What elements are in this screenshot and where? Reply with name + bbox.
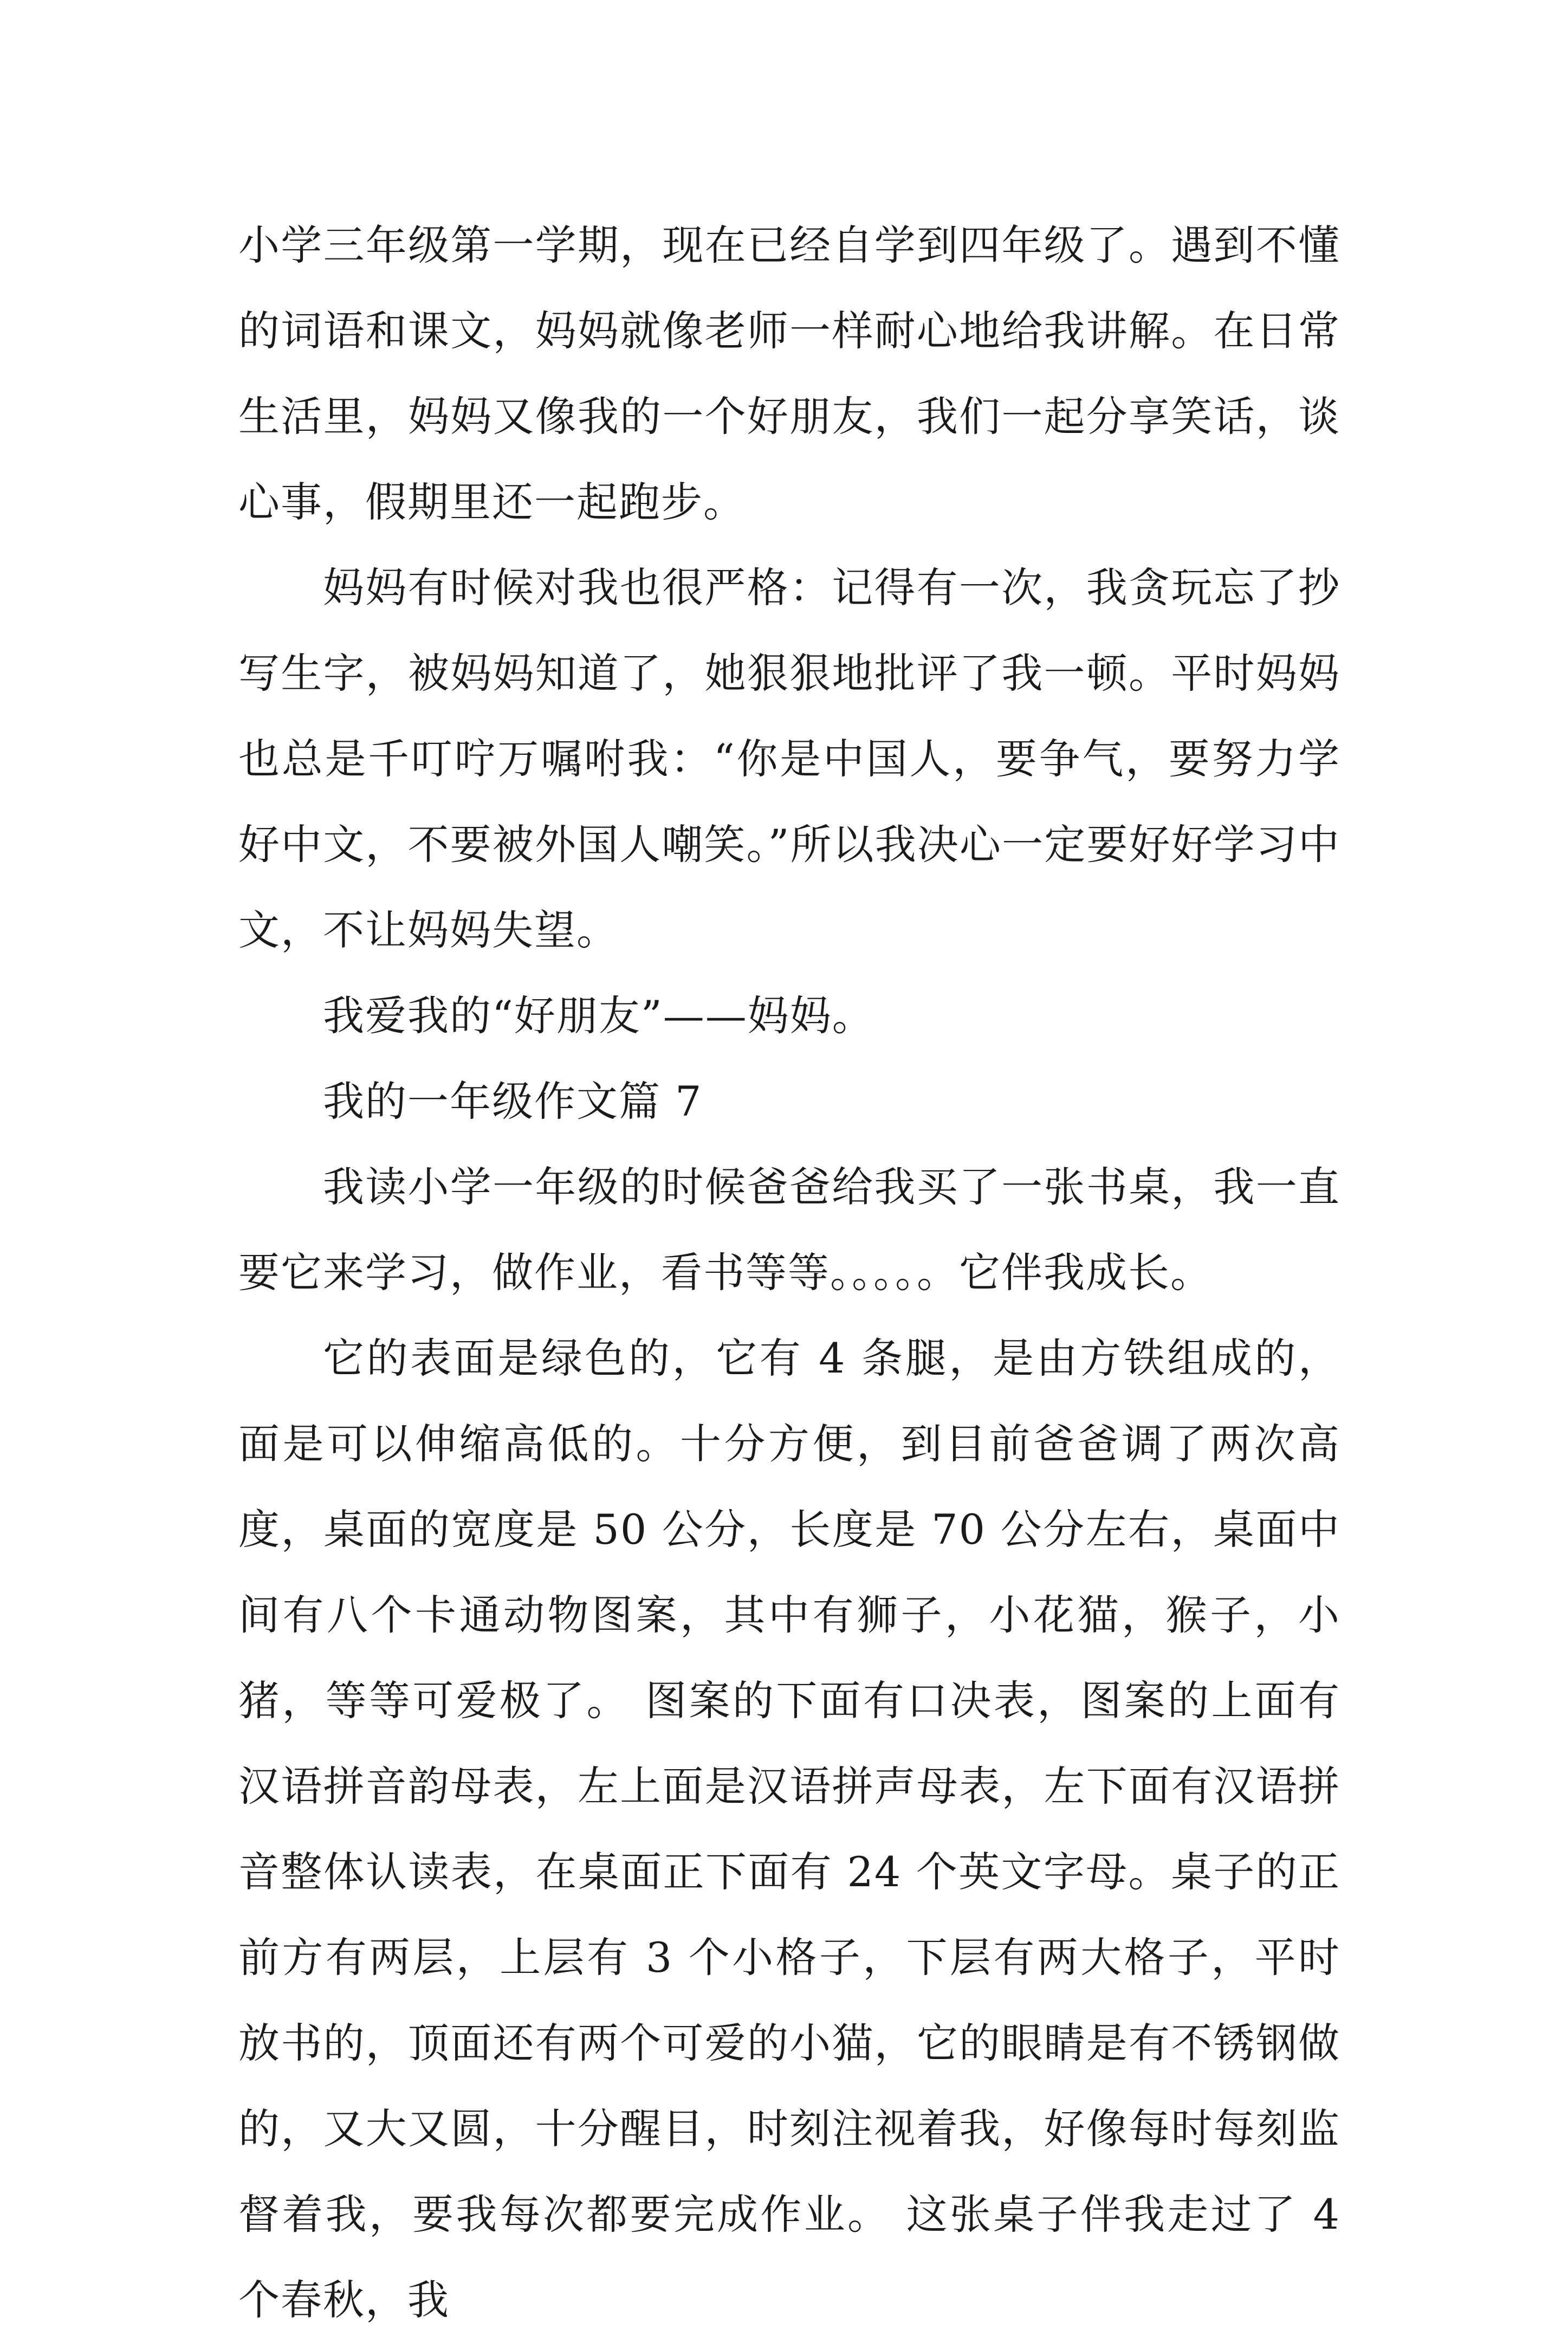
essay-title-7: 我的一年级作文篇 7 (323, 1077, 703, 1125)
paragraph-desk-intro: 我读小学一年级的时候爸爸给我买了一张书桌，我一直要它来学习，做作业，看书等等。。。。。它伴我成长。 (238, 1163, 1340, 1297)
document-body (238, 203, 1340, 2343)
paragraph-desk-description: 它的表面是绿色的，它有 4 条腿，是由方铁组成的，面是可以伸缩高低的。十分方便，到目前爸爸调了两次高度，桌面的宽度是 50 公分，长度是 70 公分左右，桌面中间有八个卡通动物图案，其中有狮子，小花猫，猴子，小猪，等等可爱极了。 图案的下面有口决表，图案的上面有汉语拼音韵母表，左上面是汉语拼声母表，左下面有汉语拼音整体认读表，在桌面正下面有 24 个英文字母。桌子的正前方有两层，上层有 3 个小格子，下层有两大格子，平时放书的，顶面还有两个可爱的小猫，它的眼睛是有不锈钢做的，又大又圆，十分醒目，时刻注视着我，好像每时每刻监督着我，要我每次都要完成作业。 这张桌子伴我走过了 4 个春秋，我 (238, 1334, 1340, 2324)
paragraph-continuation: 小学三年级第一学期，现在已经自学到四年级了。遇到不懂的词语和课文，妈妈就像老师一样耐心地给我讲解。在日常生活里，妈妈又像我的一个好朋友，我们一起分享笑话，谈心事，假期里还一起跑步。 (238, 221, 1340, 526)
paragraph-love-mother: 我爱我的“好朋友”——妈妈。 (323, 992, 874, 1040)
paragraph-mother-strict: 妈妈有时候对我也很严格：记得有一次，我贪玩忘了抄写生字，被妈妈知道了，她狠狠地批评了我一顿。平时妈妈也总是千叮咛万嘱咐我：“你是中国人，要争气，要努力学好中文，不要被外国人嘲笑。”所以我决心一定要好好学习中文，不让妈妈失望。 (238, 564, 1340, 954)
